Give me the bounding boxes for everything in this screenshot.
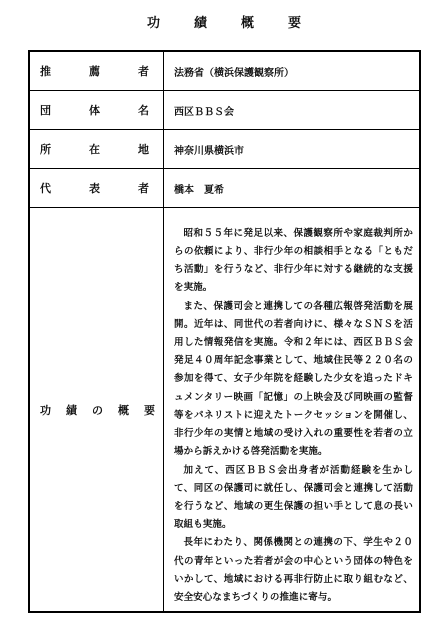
title-char: 概 [241,16,255,31]
label-char: 績 [66,403,77,417]
row-value-recommender: 法務省（横浜保護観察所） [164,51,421,91]
table-row [29,130,420,169]
table-row [29,91,420,130]
row-label-location [29,130,164,169]
achievement-table [28,50,421,613]
title-char: 要 [288,16,302,31]
row-label-representative [29,169,164,208]
table-row [29,208,420,613]
summary-paragraph: 加えて、西区ＢＢＳ会出身者が活動経験を生かして、同区の保護司に就任し、保護司会と連携して活動を行うなど、地域の更生保護の担い手として息の長い取組も実施。 [174,464,413,531]
label-char: 代 [40,182,51,195]
summary-paragraph: 昭和５５年に発足以来、保護観察所や家庭裁判所からの依頼により、非行少年の相談相手となる「ともだち活動」を行うなど、非行少年に対する継続的な支援を実施。 [174,227,413,294]
row-value-location: 神奈川県横浜市 [164,130,421,169]
label-char: 者 [138,182,149,195]
label-char: 推 [40,65,51,78]
table-row [29,169,420,208]
label-char: 地 [138,143,149,156]
label-char: 名 [138,104,149,117]
row-value-organization: 西区ＢＢＳ会 [164,91,421,130]
label-char: 概 [118,403,129,417]
label-char: 在 [89,143,100,156]
summary-paragraph: また、保護司会と連携しての各種広報啓発活動を展開。近年は、同世代の若者向けに、様々なＳＮＳを活用した情報発信を実施。令和２年には、西区ＢＢＳ会発足４０周年記念事業として、地域住民等２２０名の参加を得て、女子少年院を経験した少女を追ったドキュメンタリー映画「記憶」の上映会及び同映画の監督等をパネリストに迎えたトークセッションを開催し、非行少年の実情と地域の受け入れの重要性を若者の立場から訴えかける啓発活動を実施。 [174,300,413,458]
row-label-recommender [29,51,164,91]
title-char: 功 [146,16,160,31]
row-label-summary [29,208,164,613]
summary-body [164,208,421,613]
label-char: 者 [138,65,149,78]
label-char: 要 [144,403,155,417]
label-char: の [92,403,103,417]
page-title [0,12,448,31]
label-char: 表 [89,182,100,195]
table-row [29,51,420,91]
row-label-organization [29,91,164,130]
label-char: 体 [89,104,100,117]
label-char: 薦 [89,65,100,78]
summary-paragraph: 長年にわたり、関係機関との連携の下、学生や２０代の青年といった若者が会の中心という団体の特色をいかして、地域における再非行防止に取り組むなど、安全安心なまちづくりの推進に寄与。 [174,537,413,603]
label-char: 功 [40,403,51,417]
title-char: 績 [193,16,207,31]
label-char: 所 [40,143,51,156]
label-char: 団 [40,104,51,117]
row-value-representative: 橋本 夏希 [164,169,421,208]
